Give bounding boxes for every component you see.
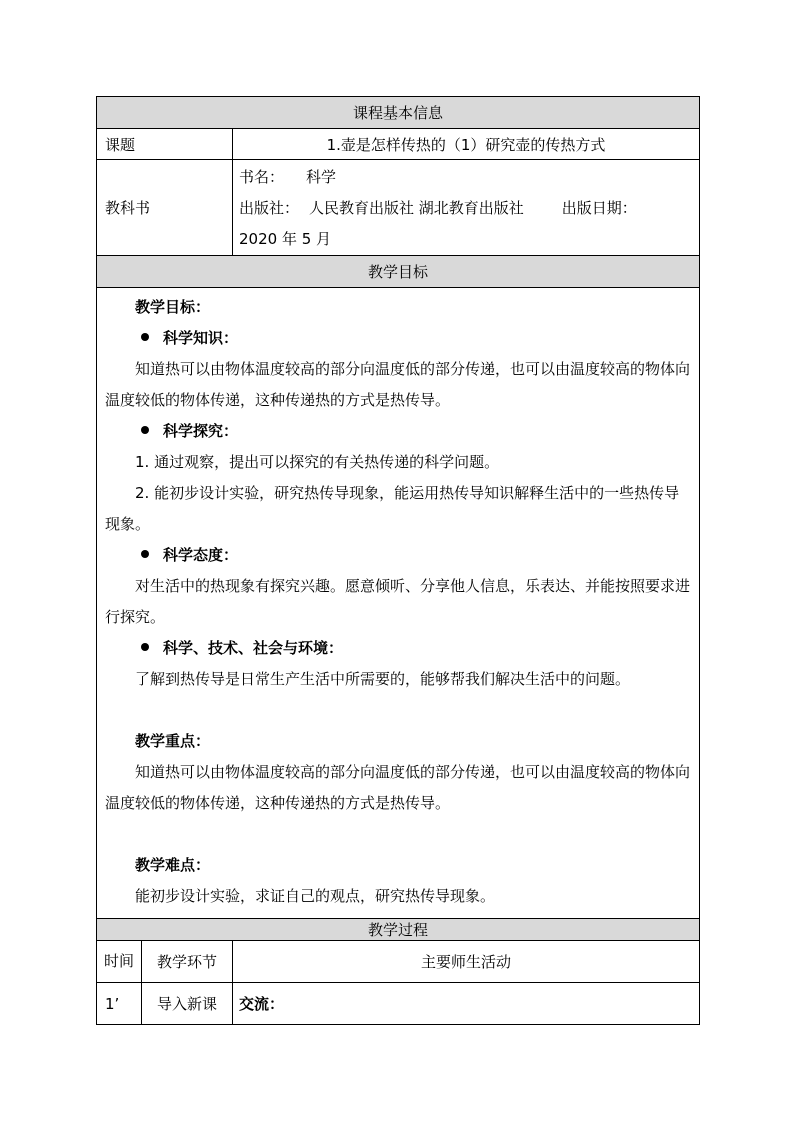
basic-info-header: 课程基本信息 xyxy=(97,97,700,129)
bullet-icon xyxy=(141,643,149,651)
publisher-value: 人民教育出版社 湖北教育出版社 xyxy=(309,199,524,217)
textbook-info xyxy=(233,160,700,256)
topic-row xyxy=(97,129,700,160)
inquiry-item-1: 1. 通过观察，提出可以探究的有关热传递的科学问题。 xyxy=(135,453,500,471)
bullet-icon xyxy=(141,426,149,434)
date-line xyxy=(239,224,699,255)
process-activity: 交流： xyxy=(233,983,700,1025)
process-columns-row xyxy=(97,941,700,983)
goals-title: 教学目标： xyxy=(135,298,211,316)
process-header: 教学过程 xyxy=(97,919,700,941)
bullet-icon xyxy=(141,550,149,558)
inquiry-item-2: 2. 能初步设计实验，研究热传导现象，能运用热传导知识解释生活中的一些热传导现象。 xyxy=(105,484,680,533)
sts-heading xyxy=(105,633,691,664)
process-stage: 导入新课 xyxy=(142,983,233,1025)
publisher-label: 出版社： xyxy=(239,199,300,217)
sts-text: 了解到热传导是日常生产生活中所需要的，能够帮我们解决生活中的问题。 xyxy=(135,670,631,688)
inquiry-heading xyxy=(105,416,691,447)
textbook-row xyxy=(97,160,700,256)
difficult-points-text: 能初步设计实验，求证自己的观点，研究热传导现象。 xyxy=(135,887,496,905)
attitude-heading xyxy=(105,540,691,571)
lesson-plan-table xyxy=(96,96,700,1025)
inquiry-title: 科学探究： xyxy=(163,422,239,440)
col-time-header xyxy=(97,941,142,983)
publisher-line xyxy=(239,193,699,224)
book-name-value: 科学 xyxy=(306,168,337,186)
date-label: 出版日期： xyxy=(561,199,637,217)
key-points-text: 知道热可以由物体温度较高的部分向温度低的部分传递，也可以由温度较高的物体向温度较低的物体传递，这种传递热的方式是热传导。 xyxy=(105,763,691,812)
attitude-text: 对生活中的热现象有探究兴趣。愿意倾听、分享他人信息，乐表达、并能按照要求进行探究。 xyxy=(105,577,691,626)
process-header-row xyxy=(97,919,700,941)
attitude-title: 科学态度： xyxy=(163,546,239,564)
knowledge-title: 科学知识： xyxy=(163,329,239,347)
process-time: 1’ xyxy=(97,983,142,1025)
spacer xyxy=(105,695,691,726)
date-value: 2020 年 5 月 xyxy=(239,230,332,248)
book-name-label: 书名： xyxy=(239,168,285,186)
goals-content xyxy=(97,288,700,919)
sts-title: 科学、技术、社会与环境： xyxy=(163,639,344,657)
textbook-label: 教科书 xyxy=(97,160,233,256)
goals-header-row xyxy=(97,256,700,288)
book-name-line xyxy=(239,162,699,193)
spacer xyxy=(105,819,691,850)
process-row xyxy=(97,983,700,1025)
goals-row xyxy=(97,288,700,919)
basic-info-header-row xyxy=(97,97,700,129)
key-points-title: 教学重点： xyxy=(135,732,211,750)
goals-header: 教学目标 xyxy=(97,256,700,288)
knowledge-text: 知道热可以由物体温度较高的部分向温度低的部分传递，也可以由温度较高的物体向温度较低的物体传递，这种传递热的方式是热传导。 xyxy=(105,360,691,409)
bullet-icon xyxy=(141,333,149,341)
col-stage-header: 教学环节 xyxy=(142,941,233,983)
col-activity-header: 主要师生活动 xyxy=(233,941,700,983)
topic-label: 课题 xyxy=(97,129,233,160)
knowledge-heading xyxy=(105,323,691,354)
col-time-label: 时间 xyxy=(104,952,135,970)
difficult-points-title: 教学难点： xyxy=(135,856,211,874)
topic-value: 1.壶是怎样传热的（1）研究壶的传热方式 xyxy=(233,129,700,160)
